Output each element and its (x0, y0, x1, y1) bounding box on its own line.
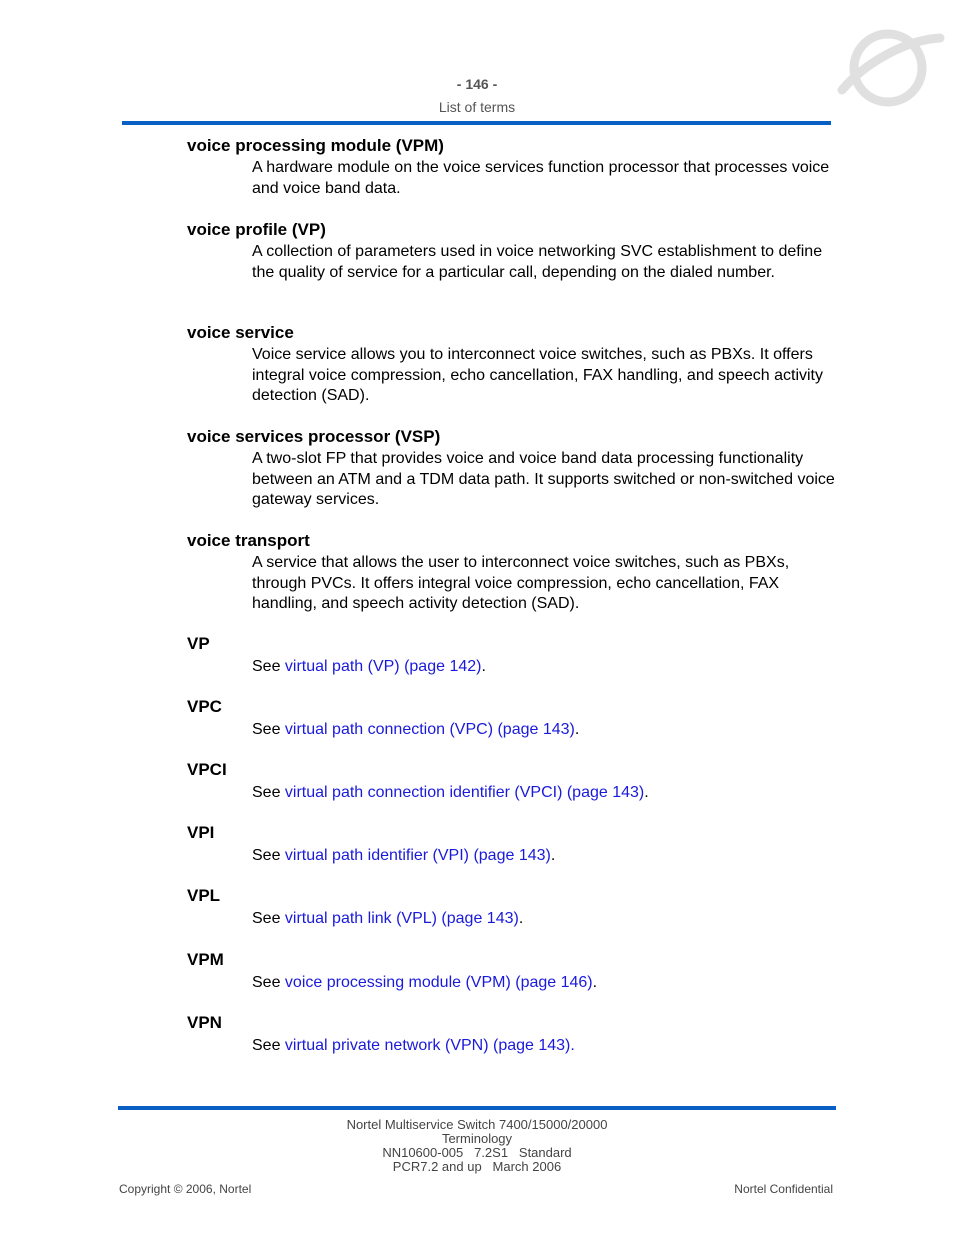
glossary-entry (187, 697, 835, 741)
glossary-entry (187, 950, 835, 994)
see-reference (252, 720, 835, 741)
term-heading: VPC (187, 697, 222, 716)
xref-link[interactable]: virtual path (VP) (page 142) (284, 658, 482, 675)
see-reference (252, 783, 835, 804)
footer-title: Terminology (441, 1131, 513, 1146)
glossary-entry (187, 760, 835, 804)
see-reference (252, 909, 835, 930)
see-prefix: See (252, 658, 285, 675)
term-heading: VPN (187, 1013, 222, 1032)
glossary-entry (187, 220, 835, 283)
see-reference (252, 1036, 835, 1057)
term-heading: VPCI (187, 760, 227, 779)
see-reference (252, 846, 835, 867)
term-heading: voice services processor (VSP) (187, 427, 441, 446)
see-suffix: . (481, 658, 486, 675)
footer-document-info (0, 1118, 954, 1174)
glossary-entry (187, 136, 835, 199)
glossary-entry (187, 823, 835, 867)
section-name: List of terms (438, 99, 516, 115)
see-suffix: . (550, 847, 556, 864)
term-heading: VPL (187, 886, 221, 905)
glossary-entry (187, 427, 835, 511)
term-definition: A service that allows the user to interconnect voice switches, such as PBXs, through PVCs. It offers integral voice compression, echo cancellation, FAX handling, and speech activity detection (SAD). (252, 554, 790, 612)
see-suffix: . (518, 910, 524, 927)
confidentiality-notice: Nortel Confidential (734, 1182, 833, 1196)
see-prefix: See (252, 1037, 285, 1054)
footer-doc-number: NN10600-005 7.2S1 Standard (382, 1145, 572, 1160)
footer-rule (118, 1106, 836, 1110)
glossary-entry (187, 531, 835, 615)
term-heading: voice processing module (VPM) (187, 136, 444, 155)
term-heading: VPM (187, 950, 224, 969)
see-prefix: See (252, 910, 285, 927)
xref-link[interactable]: virtual private network (VPN) (page 143). (284, 1037, 575, 1054)
see-suffix: . (574, 721, 580, 738)
term-definition: Voice service allows you to interconnect voice switches, such as PBXs. It offers integral voice compression, echo cancellation, FAX handling, and speech activity detection (SAD). (252, 346, 823, 404)
copyright-notice: Copyright © 2006, Nortel (119, 1182, 252, 1196)
term-heading: voice service (187, 323, 294, 342)
xref-link[interactable]: virtual path connection identifier (VPCI) (page 143) (284, 784, 645, 801)
xref-link[interactable]: virtual path identifier (VPI) (page 143) (284, 847, 551, 864)
glossary-entry (187, 634, 835, 678)
xref-link[interactable]: virtual path connection (VPC) (page 143) (284, 721, 575, 738)
header-rule (122, 121, 831, 125)
see-prefix: See (252, 974, 285, 991)
term-heading: VP (187, 634, 210, 653)
term-heading: VPI (187, 823, 215, 842)
glossary-entry (187, 886, 835, 930)
term-heading: voice transport (187, 531, 310, 550)
see-suffix: . (644, 784, 649, 801)
see-reference (252, 973, 835, 994)
term-heading: voice profile (VP) (187, 220, 326, 239)
glossary-entry (187, 1013, 835, 1057)
term-definition: A collection of parameters used in voice networking SVC establishment to define the quality of service for a particular call, depending on the dialed number. (252, 243, 823, 281)
xref-link[interactable]: virtual path link (VPL) (page 143) (284, 910, 519, 927)
see-prefix: See (252, 847, 285, 864)
term-definition: A two-slot FP that provides voice and voice band data processing functionality between an ATM and a TDM data path. It supports switched or non-switched voice gateway services. (252, 450, 835, 508)
footer-product: Nortel Multiservice Switch 7400/15000/20000 (346, 1117, 608, 1132)
xref-link[interactable]: voice processing module (VPM) (page 146) (284, 974, 593, 991)
see-prefix: See (252, 784, 285, 801)
glossary-entry (187, 323, 835, 407)
see-reference (252, 657, 835, 678)
page-number: - 146 - (456, 76, 498, 92)
see-prefix: See (252, 721, 285, 738)
footer-release: PCR7.2 and up March 2006 (392, 1159, 562, 1174)
term-definition: A hardware module on the voice services function processor that processes voice and voice band data. (252, 159, 830, 197)
see-suffix: . (592, 974, 598, 991)
